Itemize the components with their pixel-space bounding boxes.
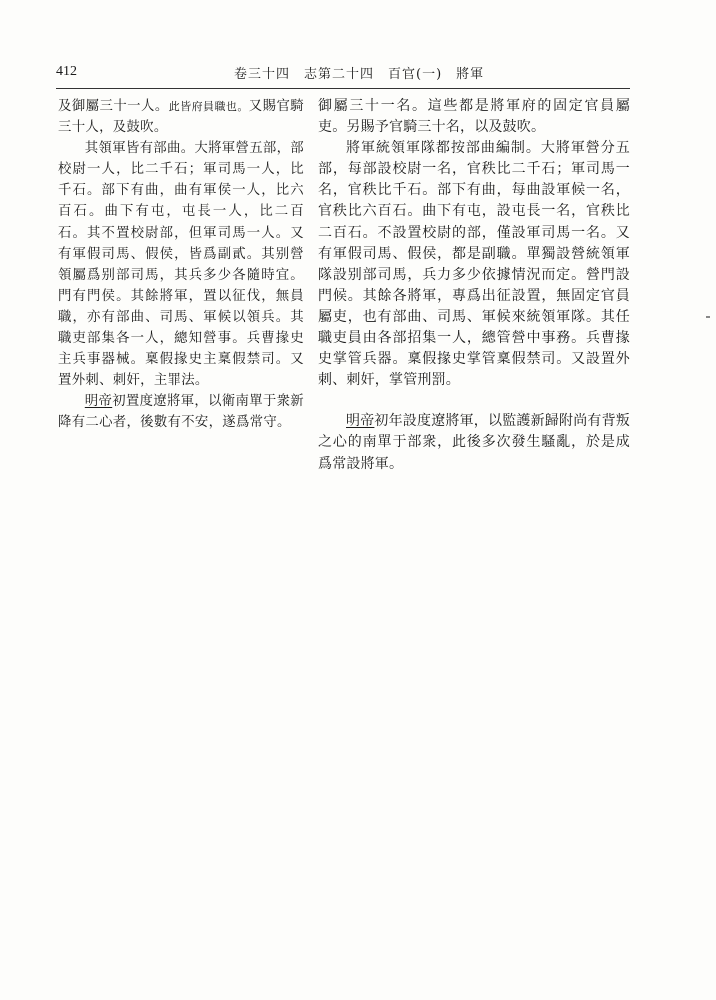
interlinear-note: 此皆府員職也。 bbox=[168, 100, 249, 113]
classical-text-column bbox=[58, 96, 304, 434]
classical-text: 及御屬三十一人。 bbox=[58, 99, 169, 114]
translation-paragraph-2: 將軍統領軍隊都按部曲編制。大將軍營分五部，每部設校尉一名，官秩比二千石；軍司馬一名，官秩比千石。部下有曲，每曲設軍候一名，官秩比六百石。曲下有屯，設屯長一名，官秩比二百石。不設置校尉的部，僅設軍司馬一名。又有軍假司馬、假侯，都是副職。單獨設營統領軍隊設别部司馬，兵力多少依據情況而定。營門設門候。其餘各將軍，專爲出征設置，無固定官員屬吏，也有部曲、司馬、軍候來統領軍隊。其任職吏員由各部招集一人，總管營中事務。兵曹掾史掌管兵器。稟假掾史掌管稟假禁司。又設置外刺、刺奸，掌管刑罰。 bbox=[318, 140, 630, 389]
classical-paragraph-2: 其領軍皆有部曲。大將軍營五部，部校尉一人，比二千石；軍司馬一人，比千石。部下有曲，曲有軍侯一人，比六百石。曲下有屯，屯長一人，比二百石。其不置校尉部，但軍司馬一人。又有軍假司馬、假侯，皆爲副貳。其别營領屬爲别部司馬，其兵多少各隨時宜。門有門侯。其餘將軍，置以征伐，無員職，亦有部曲、司馬、軍候以領兵。其職吏部集各一人，總知營事。兵曹掾史主兵事器械。稟假掾史主稟假禁司。又置外刺、刺奸，主罪法。 bbox=[58, 141, 304, 389]
page-number: 412 bbox=[56, 64, 77, 79]
translation-column bbox=[318, 96, 630, 475]
page-header bbox=[56, 60, 628, 86]
translation-text: 初年設度遼將軍，以監護新歸附尚有背叛之心的南單于部衆，此後多次發生騷亂，於是成爲常設將軍。 bbox=[318, 413, 631, 472]
emperor-name: 明帝 bbox=[346, 413, 375, 430]
running-head: 卷三十四 志第二十四 百官(一) 將軍 bbox=[234, 67, 485, 82]
classical-paragraph-3 bbox=[58, 391, 304, 433]
classical-text: 初置度遼將軍，以衛南單于衆新降有二心者，後數有不安，遂爲常守。 bbox=[58, 394, 304, 431]
translation-paragraph-3 bbox=[318, 411, 630, 474]
paragraph-gap bbox=[318, 391, 630, 411]
header-rule bbox=[56, 88, 630, 89]
scan-speck bbox=[706, 316, 710, 318]
classical-paragraph-1 bbox=[58, 96, 304, 138]
classical-text: 又賜官騎三十人，及鼓吹。 bbox=[58, 99, 304, 136]
emperor-name: 明帝 bbox=[84, 394, 113, 410]
translation-paragraph-1: 御屬三十一名。這些都是將軍府的固定官員屬吏。另賜予官騎三十名，以及鼓吹。 bbox=[318, 98, 630, 136]
